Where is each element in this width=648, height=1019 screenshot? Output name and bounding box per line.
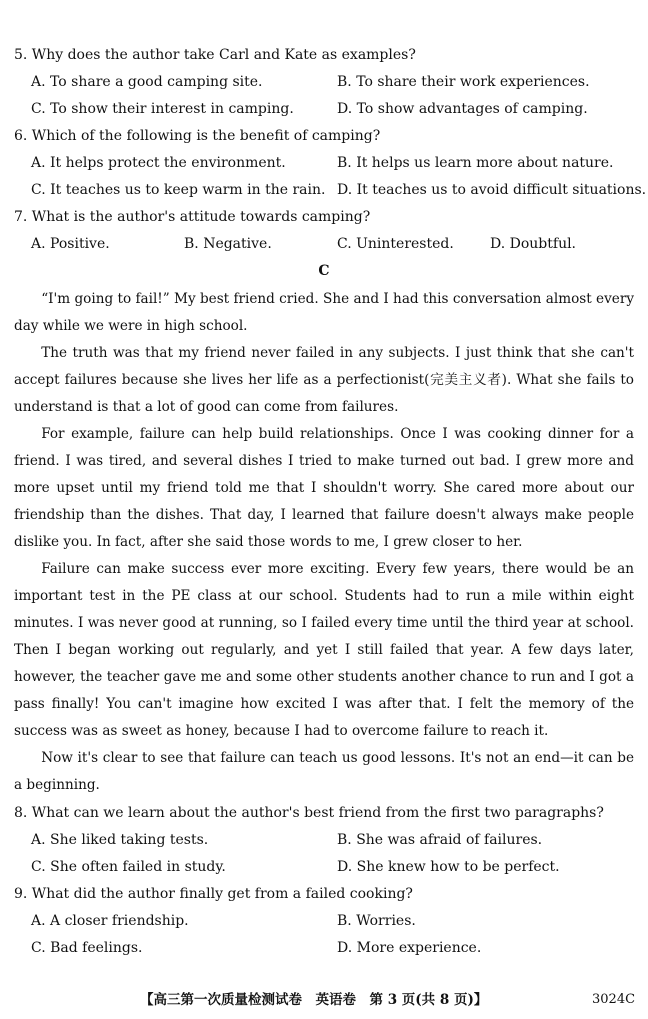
question-8-stem: 8. What can we learn about the author's best friend from the first two paragraphs?: [14, 805, 604, 821]
q7-option-a: A. Positive.: [31, 236, 110, 252]
q5-option-c: C. To show their interest in camping.: [31, 101, 294, 117]
question-7-stem: 7. What is the author's attitude towards camping?: [14, 209, 371, 225]
q6-option-a: A. It helps protect the environment.: [31, 155, 286, 171]
q9-option-c: C. Bad feelings.: [31, 940, 143, 956]
question-9-options-row-2: [0, 935, 648, 962]
question-6-options-row-1: [0, 150, 648, 177]
passage-paragraph-4: Failure can make success ever more exciting. Every few years, there would be an important test in the PE class at our school. Students had to run a mile within eight minutes. I was never good at running, so I failed every time until the third year at school. Then I began working out regularly, and yet I still failed that year. A few days later, however, the teacher gave me and some other students another chance to run and I got a pass finally! You can't imagine how excited I was after that. I felt the memory of the success was as sweet as honey, because I had to overcome failure to reach it.: [14, 561, 634, 739]
q9-option-b: B. Worries.: [337, 913, 416, 929]
q6-option-c: C. It teaches us to keep warm in the rain.: [31, 182, 326, 198]
question-5-options-row-1: [0, 69, 648, 96]
q6-option-b: B. It helps us learn more about nature.: [337, 155, 614, 171]
question-9-stem: 9. What did the author finally get from a failed cooking?: [14, 886, 413, 902]
q8-option-b: B. She was afraid of failures.: [337, 832, 543, 848]
q8-option-d: D. She knew how to be perfect.: [337, 859, 560, 875]
q9-option-d: D. More experience.: [337, 940, 482, 956]
passage-paragraph-5: Now it's clear to see that failure can teach us good lessons. It's not an end—it can be a beginning.: [14, 750, 634, 793]
passage-paragraph-3: For example, failure can help build relationships. Once I was cooking dinner for a friend. I was tired, and several dishes I tried to make turned out bad. I grew more and more upset until my friend told me that I shouldn't worry. She cared more about our friendship than the dishes. That day, I learned that failure doesn't always make people dislike you. In fact, after she said those words to me, I grew closer to her.: [14, 426, 634, 550]
section-c-heading: C: [318, 263, 330, 279]
q5-option-b: B. To share their work experiences.: [337, 74, 590, 90]
q5-option-a: A. To share a good camping site.: [31, 74, 263, 90]
footer-exam-title: 【高三第一次质量检测试卷 英语卷 第 3 页(共 8 页)】: [140, 992, 488, 1008]
passage-paragraph-1: “I'm going to fail!” My best friend cried. She and I had this conversation almost every day while we were in high school.: [14, 291, 634, 334]
q7-option-d: D. Doubtful.: [490, 236, 577, 252]
q8-option-a: A. She liked taking tests.: [31, 832, 209, 848]
q8-option-c: C. She often failed in study.: [31, 859, 226, 875]
page-footer: [0, 988, 648, 1012]
q5-option-d: D. To show advantages of camping.: [337, 101, 588, 117]
passage-paragraph-2: The truth was that my friend never failed in any subjects. I just think that she can't accept failures because she lives her life as a perfectionist(完美主义者). What she fails to understand is that a lot of good can come from failures.: [14, 345, 634, 415]
question-5-stem: 5. Why does the author take Carl and Kate as examples?: [14, 47, 416, 63]
q6-option-d: D. It teaches us to avoid difficult situations.: [337, 182, 647, 198]
q7-option-b: B. Negative.: [184, 236, 272, 252]
question-6-stem: 6. Which of the following is the benefit of camping?: [14, 128, 381, 144]
q7-option-c: C. Uninterested.: [337, 236, 454, 252]
footer-paper-code: 3024C: [592, 992, 636, 1007]
q9-option-a: A. A closer friendship.: [31, 913, 189, 929]
question-8-options-row-1: [0, 827, 648, 854]
question-6-options-row-2: [0, 177, 648, 204]
question-8-options-row-2: [0, 854, 648, 881]
question-9-options-row-1: [0, 908, 648, 935]
question-5-options-row-2: [0, 96, 648, 123]
question-7-options-row: [0, 231, 648, 258]
